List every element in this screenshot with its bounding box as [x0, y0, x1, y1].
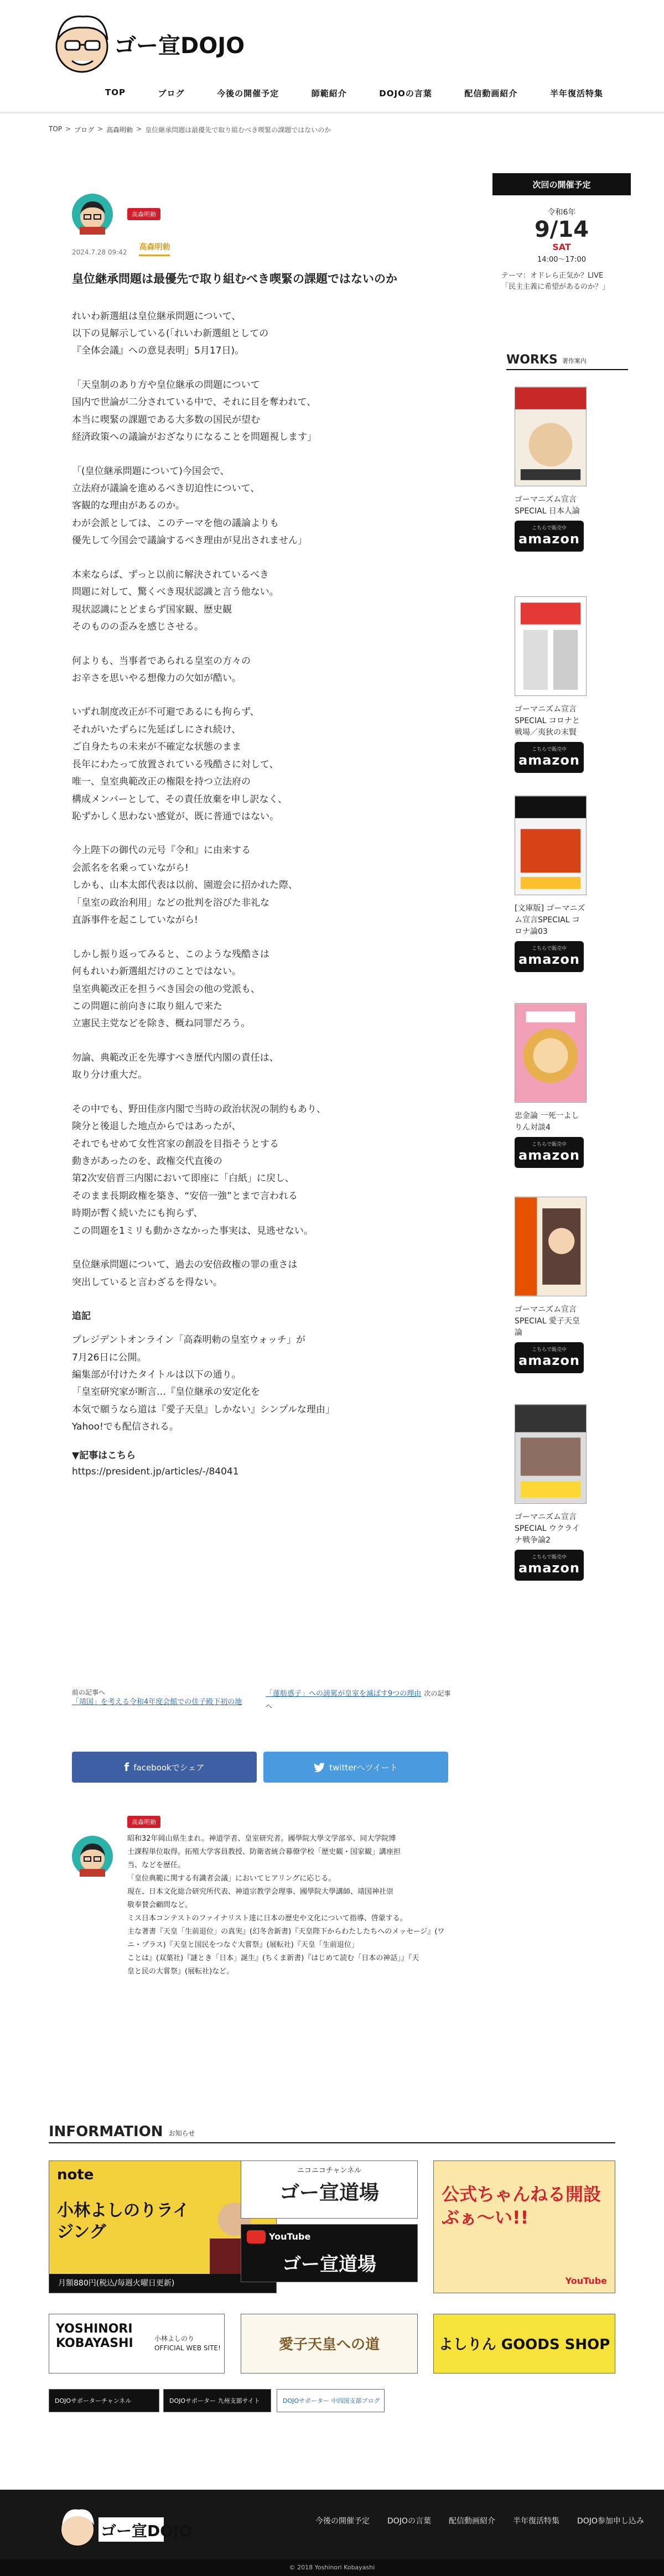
youtube-icon — [247, 2230, 266, 2243]
banner-niconico-sub: ニコニコチャンネル — [297, 2167, 362, 2175]
facebook-share-button[interactable] — [72, 1752, 257, 1783]
work-item — [515, 596, 592, 773]
amazon-small: こちらで販売中 — [532, 747, 567, 752]
book-cover[interactable] — [515, 1404, 587, 1504]
next-post[interactable] — [266, 1687, 454, 1711]
banner-goods-title: よしりん GOODS SHOP — [438, 2336, 610, 2353]
work-title[interactable]: ゴーマニズム宣言 SPECIAL コロナと 戦場／夷狄の末賢 — [515, 705, 580, 737]
post-paragraph: 「天皇制のあり方や皇位継承の問題について 国内で世論が二分されている中で、それに目を奪われて、 本当に喫緊の課題である大多数の国民が望む 経済政策への議論がおざなりになることを問題視します」 — [72, 379, 317, 443]
post-date: 2024.7.28 09:42 — [72, 248, 127, 256]
banner-niconico-title: ゴー宣道場 — [279, 2182, 379, 2204]
nav-videos[interactable]: 配信動画紹介 — [464, 89, 518, 98]
breadcrumb-author[interactable]: 高森明勅 — [106, 126, 133, 134]
amazon-button[interactable] — [515, 1342, 584, 1373]
addendum-heading: 追記 — [72, 1311, 91, 1322]
profile-bio: 昭和32年岡山県生まれ。神道学者、皇室研究者。國學院大學文学部卒、同大学院博 士課程単位取得。拓殖大学客員教授、防衛省統合幕僚学校「歴史観・国家観」講座担 当、などを歴任。 「皇位典範に関する有識者会議」においてヒアリングに応じる。 現在、日本文化総合研究所代表、神道宗教学会理事、國學院大學講師、靖国神社崇 敬奉賛会顧問など。 ミス日本コンテストのファイナリスト達に日本の歴史や文化について指導、啓蒙する。 主な著書『天皇「生前退位」の真実』(幻冬舎新書)『天皇陛下からわたしたちへのメッセージ』(ワニ・プラス)『天皇と国民をつなぐ大嘗祭』(展転社)『天皇「生前退位」 ことは』(双葉社)『謎とき「日本」誕生』(ちくま新書)『はじめて読む「日本の神話」』『天 皇と民の大嘗祭』(展転社)など。 — [127, 1835, 445, 1976]
author-avatar[interactable] — [72, 194, 113, 235]
work-title[interactable]: ゴーマニズム宣言 SPECIAL 日本人論 — [515, 495, 580, 516]
works-title: WORKS — [506, 353, 558, 367]
post-category[interactable]: 高森明勅 — [139, 241, 170, 256]
banner-youtube-title: ゴー宣道場 — [282, 2253, 376, 2276]
banner-kyushu-text: DOJOサポーター 九州支部サイト — [169, 2397, 260, 2404]
banner-youtube-dojo[interactable] — [241, 2224, 418, 2282]
information-subtitle: お知らせ — [168, 2130, 195, 2137]
banner-yoshinori-title: YOSHINORI KOBAYASHI — [56, 2322, 133, 2351]
information-header — [49, 2121, 615, 2143]
nav-words[interactable]: DOJOの言葉 — [379, 89, 432, 98]
share-buttons — [72, 1752, 448, 1783]
banner-kyushu[interactable] — [163, 2389, 271, 2412]
site-header — [0, 0, 664, 134]
amazon-logo: amazon — [518, 952, 580, 967]
work-title[interactable]: ゴーマニズム宣言 SPECIAL 愛子天皇 論 — [515, 1305, 580, 1337]
work-item — [515, 1404, 592, 1581]
prev-post-link[interactable]: 「靖国」を考える令和4年度会館での佳子殿下初の地 — [72, 1698, 242, 1706]
next-event-header: 次回の開催予定 — [492, 173, 631, 195]
work-title[interactable]: [文庫版] ゴーマニズ ム宣言SPECIAL コ ロナ論03 — [515, 904, 585, 936]
copyright: © 2018 Yoshinori Kobayashi — [0, 2559, 664, 2576]
post-paragraph: しかし振り返ってみると、このような残酷さは 何もれいわ新選組だけのことではない。 皇室典範改正を担うべき国会の他の党派も、 この問題に前向きに取り組んで来た 立憲民主党などを除き、概ね同罪だろう。 — [72, 948, 269, 1030]
post-paragraph: いずれ制度改正が不可避であるにも拘らず、 それがいたずらに先延ばしにされ続け、 ご自身たちの未来が不確定な状態のまま 長年にわたって放置されている残酷さに対して、 唯一、皇室典範改正の権限を持つ立法府の 構成メンバーとして、その責任放棄を申し訳なく、 恥ずかしく思わない感覚が、既に普通ではない。 — [72, 707, 288, 822]
breadcrumb-sep: > — [65, 125, 71, 133]
author-profile — [72, 1816, 448, 1998]
post-meta — [72, 241, 448, 256]
amazon-button[interactable] — [515, 1550, 584, 1581]
amazon-button[interactable] — [515, 742, 584, 773]
nav-masters[interactable]: 師範紹介 — [311, 89, 347, 98]
breadcrumb-top[interactable]: TOP — [49, 125, 63, 133]
banner-official-channel[interactable] — [433, 2160, 615, 2293]
banner-official-sub: YouTube — [565, 2276, 607, 2286]
work-item — [515, 1197, 592, 1373]
author-tag[interactable]: 高森明勅 — [127, 208, 160, 220]
book-cover[interactable] — [515, 596, 587, 696]
facebook-icon: f — [124, 1760, 129, 1774]
header-divider — [0, 112, 664, 113]
work-item — [515, 796, 592, 972]
post-paragraph: 何よりも、当事者であられる皇室の方々の お辛さを思いやる想像力の欠如が酷い。 — [72, 655, 251, 684]
banner-yoshinori-site[interactable] — [49, 2314, 225, 2374]
event-time: 14:00〜17:00 — [537, 256, 586, 264]
amazon-button[interactable] — [515, 941, 584, 972]
post-paragraph: その中でも、野田佳彦内閣で当時の政治状況の制約もあり、 険分と後退した地点からではあったが、 それでもせめて女性宮家の創設を目指そうとする 動きがあったのを、政権交代直後の 第2次安倍晋三内閣において即座に「白紙」に戻し、 そのまま長期政権を築き、“安倍一強”とまで言われる 時期が暫く続いたにも拘らず、 この問題を1ミリも動かさなかった事実は、見逃せない。 — [72, 1103, 326, 1237]
works-header — [506, 348, 628, 370]
work-item — [515, 1003, 592, 1168]
breadcrumb-blog[interactable]: ブログ — [74, 126, 95, 134]
banner-official-title: 公式ちゃんねる開設ぶぁ〜い!! — [442, 2184, 601, 2228]
footer-nav-special[interactable]: 半年復活特集 — [512, 2517, 559, 2526]
banner-supporter-channel-text: DOJOサポーターチャンネル — [55, 2397, 132, 2404]
breadcrumb-sep: > — [136, 125, 142, 133]
profile-avatar[interactable] — [72, 1836, 113, 1877]
twitter-share-button[interactable] — [263, 1752, 448, 1783]
svg-text:ゴー宣DOJO: ゴー宣DOJO — [114, 33, 245, 59]
post-paragraph: 皇位継承問題について、過去の安倍政権の罪の重さは 突出していると言わざるを得ない。 — [72, 1259, 298, 1288]
post-paragraph: 今上陛下の御代の元号『令和』に由来する 会派名を名乗っていながら! しかも、山本太郎代表は以前、園遊会に招かれた際、 「皇室の政治利用」などの批判を浴びた非礼な 直訴事件を起こしていながら! — [72, 845, 298, 926]
banner-aiko[interactable] — [241, 2314, 418, 2374]
footer-nav-schedule[interactable]: 今後の開催予定 — [315, 2517, 370, 2526]
next-label: 次の記事へ — [266, 1690, 451, 1710]
banner-goods[interactable] — [433, 2314, 615, 2374]
footer-nav-videos[interactable]: 配信動画紹介 — [448, 2517, 495, 2526]
event-day: SAT — [552, 242, 571, 252]
logo-wordmark — [112, 27, 245, 59]
amazon-small: こちらで販売中 — [532, 1555, 567, 1560]
amazon-button[interactable] — [515, 521, 584, 552]
book-cover[interactable] — [515, 387, 587, 486]
svg-text:ゴー宣DOJO: ゴー宣DOJO — [101, 2522, 193, 2540]
banner-youtube-label: YouTube — [269, 2231, 311, 2242]
prev-post[interactable] — [72, 1687, 260, 1708]
banner-chushikoku-text: DOJOサポーター 中四国支部ブログ — [283, 2397, 380, 2404]
book-cover[interactable] — [515, 1003, 587, 1103]
breadcrumb-sep: > — [97, 125, 103, 133]
nav-top[interactable]: TOP — [105, 87, 126, 97]
banner-rising-title: 小林よしのりライジング — [57, 2201, 190, 2242]
prev-label: 前の記事へ — [72, 1689, 106, 1696]
banner-chushikoku[interactable] — [277, 2389, 385, 2412]
sidebar — [492, 173, 631, 1576]
footer-logo[interactable] — [55, 2503, 193, 2553]
post-paragraph: 「(皇位継承問題について)今国会で、 立法府が議論を進めるべき切迫性について、 客観的な理由があるのか。 わが会派としては、このテーマを他の議論よりも 優先して今国会で議論するべき理由が見出されません」 — [72, 465, 307, 547]
facebook-share-label: facebookでシェア — [133, 1762, 205, 1773]
banner-aiko-title: 愛子天皇への道 — [278, 2336, 380, 2353]
post-navigation — [72, 1687, 451, 1737]
work-item — [515, 387, 592, 552]
works-subtitle: 著作案内 — [562, 357, 587, 365]
nav-schedule[interactable]: 今後の開催予定 — [217, 89, 279, 98]
post-paragraph: れいわ新選組は皇位継承問題について、 以下の見解示している(「れいわ新選組としての 『全体会議』への意見表明」5月17日)。 — [72, 310, 269, 357]
banner-supporter-channel[interactable] — [49, 2389, 159, 2412]
nav-blog[interactable]: ブログ — [158, 89, 185, 98]
banner-rising-sub: 月額880円(税込/毎週火曜日更新) — [49, 2274, 276, 2293]
amazon-small: こちらで販売中 — [532, 1142, 567, 1147]
book-cover[interactable] — [515, 1197, 587, 1296]
note-logo: note — [57, 2167, 94, 2183]
amazon-small: こちらで販売中 — [532, 526, 567, 531]
addendum-text: プレジデントオンライン「高森明勅の皇室ウォッチ」が 7月26日に公開。 編集部が付けたタイトルは以下の通り。 「皇室研究家が断言…『皇位継承の安定化を 本気で願うなら道は『愛子天皇』しかない』シンプルな理由」 Yahoo!でも配信される。 — [72, 1334, 335, 1433]
banner-niconico[interactable] — [241, 2160, 418, 2219]
event-date: 9/14 — [534, 217, 589, 242]
post-paragraph: 勿論、典範改正を先導すべき歴代内閣の責任は、 取り分け重大だ。 — [72, 1052, 279, 1081]
twitter-share-label: twitterへツイート — [329, 1762, 398, 1773]
work-title[interactable]: ゴーマニズム宣言 SPECIAL ウクライ ナ戦争論2 — [515, 1513, 580, 1545]
amazon-logo: amazon — [518, 752, 580, 768]
event-era: 令和6年 — [547, 208, 576, 217]
book-cover[interactable] — [515, 796, 587, 895]
event-theme: テーマ：オドレら正気か？LIVE 「民主主義に希望があるのか？」 — [501, 272, 610, 292]
information-title: INFORMATION — [49, 2123, 163, 2140]
banner-yoshinori-sub: 小林よしのり OFFICIAL WEB SITE! — [154, 2335, 221, 2352]
article-link[interactable]: https://president.jp/articles/-/84041 — [72, 1466, 239, 1477]
amazon-logo: amazon — [518, 1560, 580, 1576]
breadcrumb-current: 皇位継承問題は最優先で取り組むべき喫緊の課題ではないのか — [145, 126, 331, 134]
author-row — [72, 188, 448, 238]
article-link-heading: ▼記事はこちら — [72, 1450, 136, 1461]
amazon-button[interactable] — [515, 1137, 584, 1168]
amazon-logo: amazon — [518, 531, 580, 547]
site-logo[interactable] — [50, 8, 245, 82]
article — [72, 188, 448, 1481]
nav-special[interactable]: 半年復活特集 — [549, 89, 603, 98]
amazon-small: こちらで販売中 — [532, 1347, 567, 1353]
footer-nav-apply[interactable]: DOJO参加申し込み — [577, 2517, 644, 2526]
breadcrumb — [49, 125, 331, 134]
amazon-logo: amazon — [518, 1147, 580, 1163]
work-title[interactable]: 忠金論 一死一よし りん対談4 — [515, 1112, 579, 1132]
amazon-small: こちらで販売中 — [532, 946, 567, 952]
next-post-link[interactable]: 「蓮舫惑子」への謗罵が皇室を滅ぼす9つの理由 — [266, 1690, 422, 1698]
footer-nav-words[interactable]: DOJOの言葉 — [387, 2517, 431, 2526]
profile-tag[interactable]: 高森明勅 — [127, 1816, 160, 1828]
main-nav — [105, 87, 603, 101]
post-title: 皇位継承問題は最優先で取り組むべき喫緊の課題ではないのか — [72, 272, 397, 285]
next-event[interactable] — [492, 195, 631, 367]
twitter-icon — [314, 1763, 325, 1772]
amazon-logo: amazon — [518, 1353, 580, 1368]
post-paragraph: 本来ならば、ずっと以前に解決されているべき 問題に対して、驚くべき現状認識と言う他ない。 現状認識にとどまらず国家観、歴史観 そのものの歪みを感じさせる。 — [72, 569, 279, 633]
footer-nav — [315, 2515, 644, 2526]
